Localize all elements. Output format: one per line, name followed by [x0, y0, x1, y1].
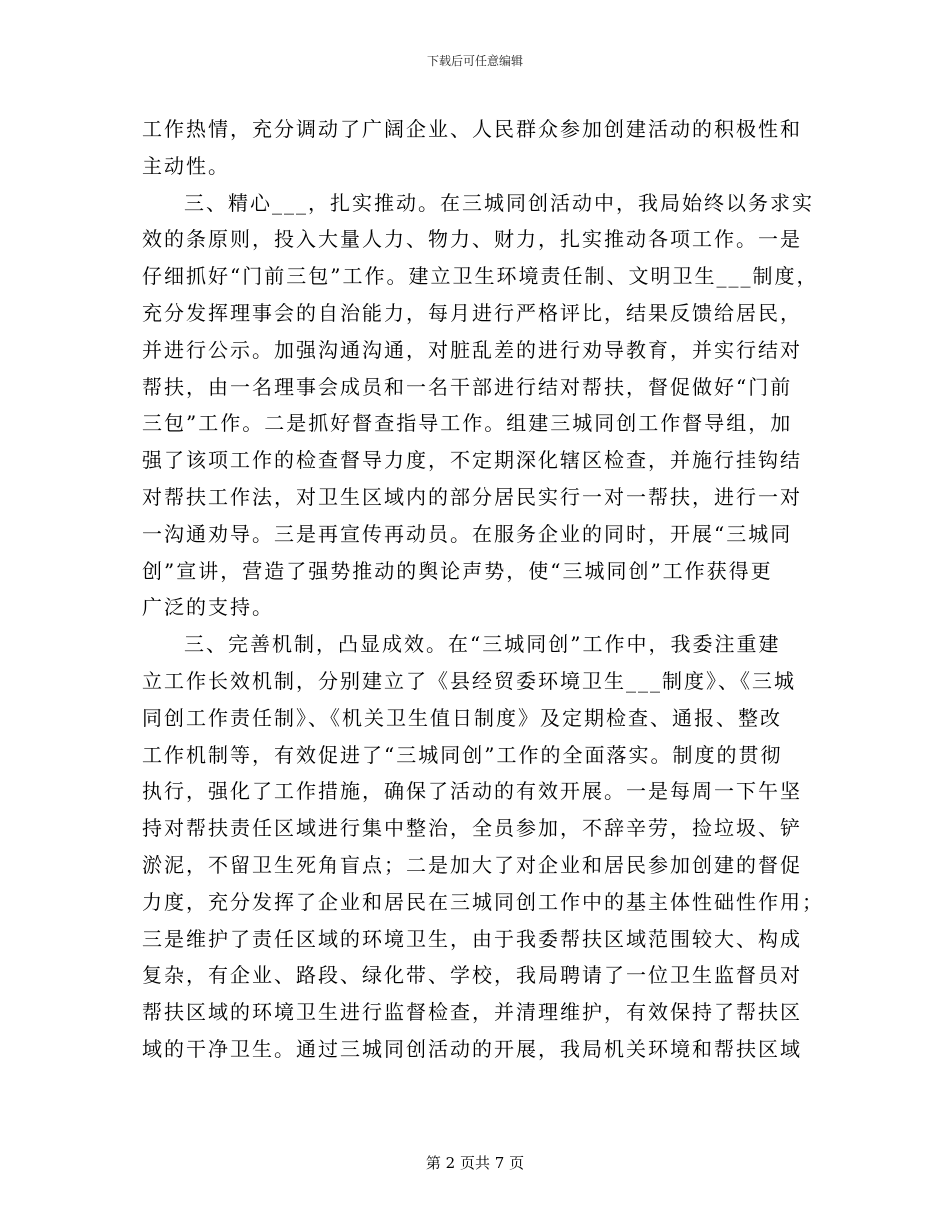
- text-line: 仔细抓好“门前三包”工作。建立卫生环境责任制、文明卫生___制度，: [142, 264, 819, 289]
- text-line: 复杂，有企业、路段、绿化带、学校，我局聘请了一位卫生监督员对: [142, 963, 802, 988]
- text-line: 工作热情，充分调动了广阔企业、人民群众参加创建活动的积极性和: [142, 117, 802, 141]
- paragraph-start-line: 三、精心___，扎实推动。在三城同创活动中，我局始终以务求实: [184, 190, 814, 215]
- text-line: 创”宣讲，营造了强势推动的舆论声势，使“三城同创”工作获得更: [142, 558, 773, 583]
- text-line: 三是维护了责任区域的环境卫生，由于我委帮扶区域范围较大、构成: [142, 926, 802, 951]
- text-line: 同创工作责任制》、《机关卫生值日制度》及定期检查、通报、整改: [142, 705, 782, 730]
- document-body: [142, 111, 824, 1068]
- page-number-footer: 第 2 页共 7 页: [425, 1154, 525, 1172]
- text-line: 三包”工作。二是抓好督查指导工作。组建三城同创工作督导组，加: [142, 411, 793, 436]
- text-line: 力度，充分发挥了企业和居民在三城同创工作中的基主体性础性作用；: [142, 889, 824, 914]
- text-line: 域的干净卫生。通过三城同创活动的开展，我局机关环境和帮扶区域: [142, 1036, 802, 1061]
- text-line: 对帮扶工作法，对卫生区域内的部分居民实行一对一帮扶，进行一对: [142, 484, 802, 509]
- page-header: 下载后可任意编辑: [426, 54, 523, 68]
- text-line: 帮扶，由一名理事会成员和一名干部进行结对帮扶，督促做好“门前: [142, 374, 793, 399]
- text-line: 一沟通劝导。三是再宣传再动员。在服务企业的同时，开展“三城同: [142, 521, 793, 546]
- text-line: 立工作长效机制，分别建立了《县经贸委环境卫生___制度》、《三城: [142, 668, 796, 693]
- text-line: 帮扶区域的环境卫生进行监督检查，并清理维护，有效保持了帮扶区: [142, 1000, 802, 1025]
- text-line: 充分发挥理事会的自治能力，每月进行严格评比，结果反馈给居民，: [142, 300, 802, 325]
- text-line: 广泛的支持。: [142, 595, 274, 620]
- text-line: 淤泥，不留卫生死角盲点；二是加大了对企业和居民参加创建的督促: [142, 852, 802, 877]
- text-line: 强了该项工作的检查督导力度，不定期深化辖区检查，并施行挂钩结: [142, 448, 802, 473]
- paragraph-start-line: 三、完善机制，凸显成效。在“三城同创”工作中，我委注重建: [184, 632, 781, 657]
- text-line: 效的条原则，投入大量人力、物力、财力，扎实推动各项工作。一是: [142, 227, 802, 252]
- text-line: 主动性。: [142, 153, 230, 178]
- text-line: 并进行公示。加强沟通沟通，对脏乱差的进行劝导教育，并实行结对: [142, 337, 802, 362]
- text-line: 执行，强化了工作措施，确保了活动的有效开展。一是每周一下午坚: [142, 779, 802, 804]
- text-line: 持对帮扶责任区域进行集中整治，全员参加，不辞辛劳，捡垃圾、铲: [142, 816, 802, 841]
- text-line: 工作机制等，有效促进了“三城同创”工作的全面落实。制度的贯彻: [142, 742, 783, 767]
